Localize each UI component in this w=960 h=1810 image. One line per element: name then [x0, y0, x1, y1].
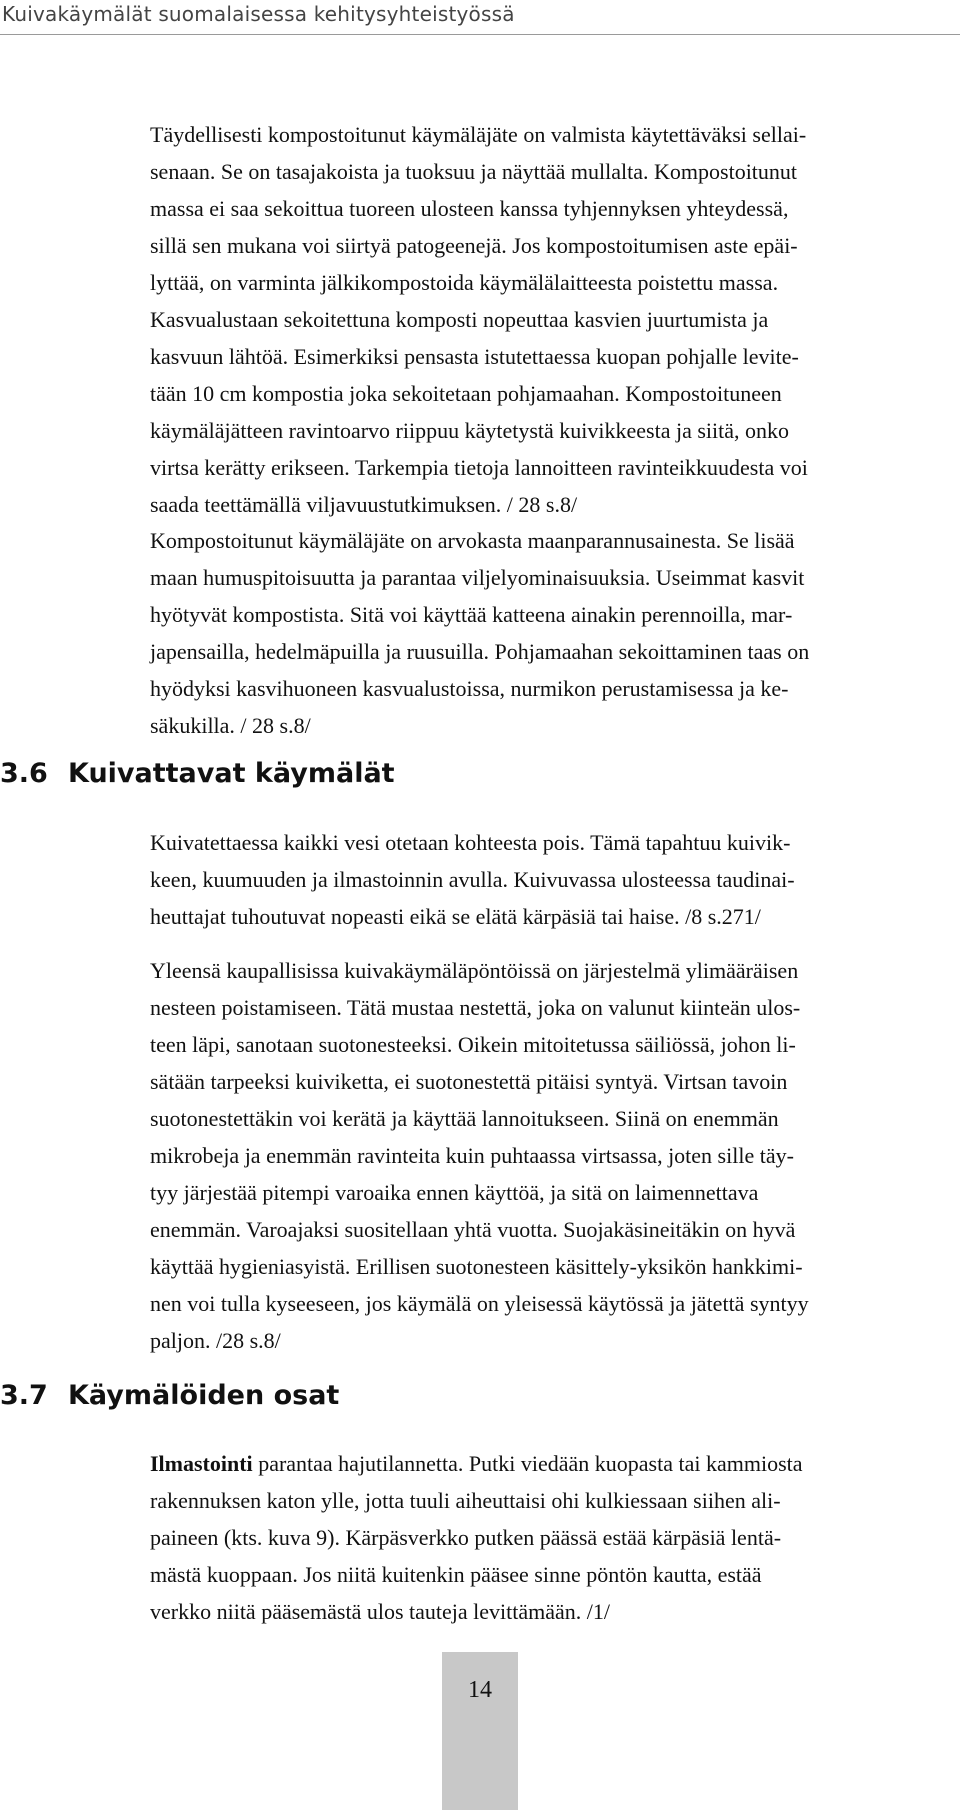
section-heading-3-7	[0, 1380, 339, 1411]
paragraph-ventilation-text: parantaa hajutilannetta. Putki viedään kuopasta tai kammiosta rakennuksen katon ylle, jotta tuuli aiheuttaisi ohi kulkiessaan siihen ali- paineen (kts. kuva 9). Kärpäsverkko putken päässä estää kärpäsiä lentä- mästä kuoppaan. Jos niitä kuitenkin pääsee sinne pöntön kautta, estää verkko niitä pääsemästä ulos tauteja levittämään. /1/	[150, 1451, 803, 1624]
section-number: 3.6	[0, 758, 48, 789]
paragraph-soil-improvement: Kompostoitunut käymäläjäte on arvokasta maanparannusainesta. Se lisää maan humuspitoisuutta ja parantaa viljelyominaisuuksia. Useimmat kasvit hyötyvät kompostista. Sitä voi käyttää katteena ainakin perennoilla, mar- japensailla, hedelmäpuilla ja ruusuilla. Pohjamaahan sekoittaminen taas on hyödyksi kasvihuoneen kasvualustoissa, nurmikon perustamisessa ja ke- säkukilla. / 28 s.8/	[150, 528, 810, 738]
running-header-title: Kuivakäymälät suomalaisessa kehitysyhteistyössä	[2, 2, 515, 26]
term-ventilation: Ilmastointi	[150, 1451, 253, 1476]
section-heading-3-6	[0, 758, 395, 789]
page-number: 14	[468, 1677, 492, 1703]
paragraph-ventilation	[150, 1445, 940, 1630]
paragraph-drying: Kuivatettaessa kaikki vesi otetaan kohteesta pois. Tämä tapahtuu kuivik- keen, kuumuuden ja ilmastoinnin avulla. Kuivuvassa ulosteessa taudinai- heuttajat tuhoutuvat nopeasti eikä se elätä kärpäsiä tai haise. /8 s.271/	[150, 830, 795, 929]
running-header	[0, 0, 960, 35]
paragraph-compost-ready: Täydellisesti kompostoitunut käymäläjäte on valmista käytettäväksi sellai- senaan. Se on tasajakoista ja tuoksuu ja näyttää mullalta. Kompostoitunut massa ei saa sekoittua tuoreen ulosteen kanssa tyhjennyksen yhteydessä, sillä sen mukana voi siirtyä patogeenejä. Jos kompostoitumisen aste epäi- lyttää, on varminta jälkikompostoida käymälälaitteesta poistettu massa. Kasvualustaan sekoitettuna komposti nopeuttaa kasvien juurtumista ja kasvuun lähtöä. Esimerkiksi pensasta istutettaessa kuopan pohjalle levite- tään 10 cm kompostia joka sekoitetaan pohjamaahan. Kompostoituneen käymäläjätteen ravintoarvo riippuu käytetystä kuivikkeesta ja siitä, onko virtsa kerätty erikseen. Tarkempia tietoja lannoitteen ravinteikkuudesta voi saada teettämällä viljavuustutkimuksen. / 28 s.8/	[150, 122, 808, 517]
section-title: Kuivattavat käymälät	[68, 758, 395, 789]
page-number-box	[442, 1652, 518, 1810]
paragraph-leachate: Yleensä kaupallisissa kuivakäymäläpöntöissä on järjestelmä ylimääräisen nesteen poistamiseen. Tätä mustaa nestettä, joka on valunut kiinteän ulos- teen läpi, sanotaan suotonesteeksi. Oikein mitoitetussa säiliössä, johon li- sätään tarpeeksi kuiviketta, ei suotonestettä pitäisi syntyä. Virtsan tavoin suotonestettäkin voi kerätä ja käyttää lannoitukseen. Siinä on enemmän mikrobeja ja enemmän ravinteita kuin puhtaassa virtsassa, joten sille täy- tyy järjestää pitempi varoaika ennen käyttöä, ja sitä on laimennettava enemmän. Varoajaksi suositellaan yhtä vuotta. Suojakäsineitäkin on hyvä käyttää hygieniasyistä. Erillisen suotonesteen käsittely-yksikön hankkimi- nen voi tulla kyseeseen, jos käymälä on yleisessä käytössä ja jätettä syntyy paljon. /28 s.8/	[150, 958, 809, 1353]
section-title: Käymälöiden osat	[68, 1380, 340, 1411]
section-number: 3.7	[0, 1380, 48, 1411]
